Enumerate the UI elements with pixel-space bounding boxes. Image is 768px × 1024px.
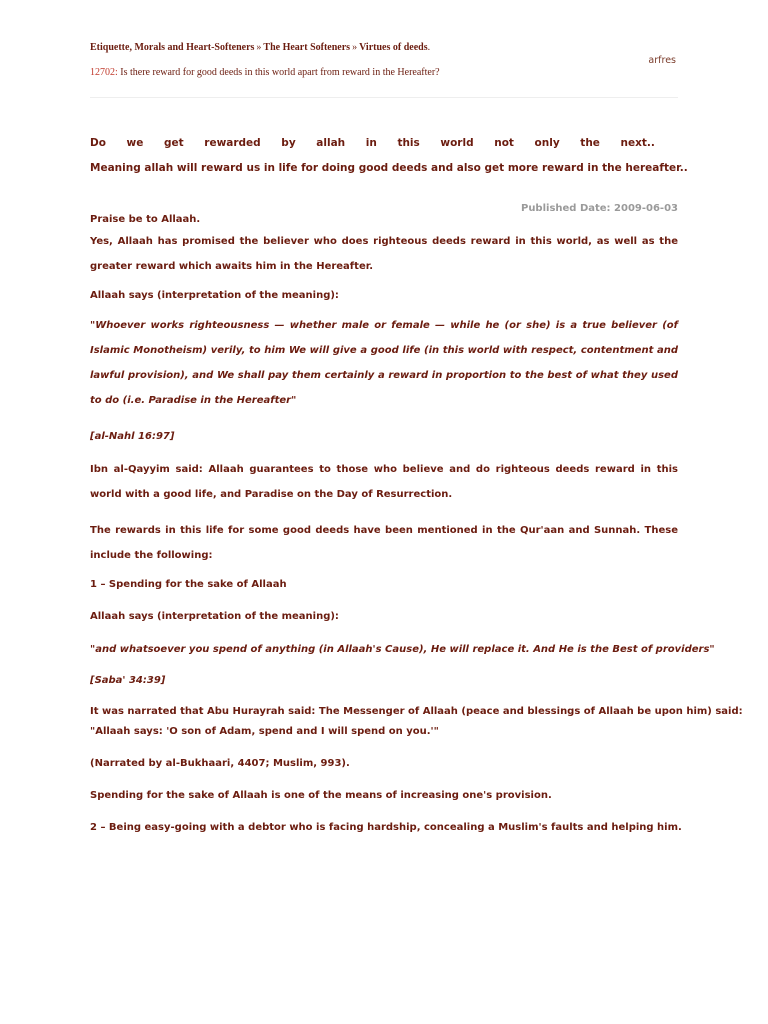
question-word: Do: [90, 137, 106, 149]
quran-quote: "Whoever works righteousness — whether male or female — while he (or she) is a true believer (of Islamic Monotheism) verily, to him We will give a good life (in this world with respect, contentment and lawful provision), and We shall pay them certainly a reward in proportion to the best of what they used to do (i.e. Paradise in the Hereafter": [90, 320, 678, 406]
breadcrumb-link-etiquette[interactable]: Etiquette, Morals and Heart-Softeners: [90, 42, 255, 53]
question-word: world: [440, 137, 474, 149]
published-date: Published Date: 2009-06-03: [520, 203, 678, 214]
question-word: in: [365, 137, 377, 149]
hadith-quote: "Allaah says: 'O son of Adam, spend and I will spend on you.'": [90, 726, 439, 737]
question-title: Is there reward for good deeds in this world apart from reward in the Hereafter?: [120, 67, 440, 78]
hadith-intro: It was narrated that Abu Hurayrah said: The Messenger of Allaah (peace and blessings of Allaah be upon him) said:: [90, 706, 743, 717]
answer-paragraph: The rewards in this life for some good deeds have been mentioned in the Qur'aan and Sunnah. These include the following:: [90, 525, 678, 561]
question-word: we: [126, 137, 144, 149]
question-word: allah: [316, 137, 346, 149]
breadcrumb-separator: »: [352, 42, 358, 53]
praise-line: Praise be to Allaah.: [90, 214, 201, 225]
header-divider: [90, 97, 678, 98]
question-line-1: [90, 137, 655, 151]
question-word: get: [163, 137, 184, 149]
breadcrumb-trailing: .: [427, 42, 431, 53]
question-number: 12702:: [90, 67, 118, 78]
quran-quote: "and whatsoever you spend of anything (in Allaah's Cause), He will replace it. And He is the Best of providers": [90, 644, 715, 655]
question-word: next..: [620, 137, 655, 149]
answer-body: [90, 214, 743, 833]
interpretation-intro: Allaah says (interpretation of the meaning):: [90, 611, 339, 622]
breadcrumb: [90, 42, 690, 53]
question-line-2: Meaning allah will reward us in life for doing good deeds and also get more reward in the hereafter..: [90, 162, 688, 174]
quran-reference: [al-Nahl 16:97]: [90, 431, 175, 442]
question-word: rewarded: [204, 137, 261, 149]
interpretation-intro: Allaah says (interpretation of the meaning):: [90, 290, 339, 301]
question-word: only: [534, 137, 560, 149]
language-links[interactable]: arfres: [648, 55, 676, 66]
hadith-reference: (Narrated by al-Bukhaari, 4407; Muslim, 993).: [90, 758, 350, 769]
question-word: not: [494, 137, 514, 149]
breadcrumb-link-heart-softeners[interactable]: The Heart Softeners: [263, 42, 351, 53]
breadcrumb-link-virtues-of-deeds[interactable]: Virtues of deeds: [359, 42, 428, 53]
answer-paragraph: Spending for the sake of Allaah is one of the means of increasing one's provision.: [90, 790, 552, 801]
question-word: this: [397, 137, 420, 149]
question-text: [90, 137, 688, 174]
answer-paragraph: Yes, Allaah has promised the believer who does righteous deeds reward in this world, as well as the greater reward which awaits him in the Hereafter.: [90, 236, 678, 272]
quran-reference: [Saba' 34:39]: [90, 675, 166, 686]
section-heading: 1 – Spending for the sake of Allaah: [90, 579, 287, 590]
section-heading: 2 – Being easy-going with a debtor who is facing hardship, concealing a Muslim's faults and helping him.: [90, 822, 682, 833]
question-title-line: [90, 67, 690, 78]
question-word: by: [281, 137, 296, 149]
question-word: the: [580, 137, 600, 149]
breadcrumb-separator: »: [256, 42, 262, 53]
answer-paragraph: Ibn al-Qayyim said: Allaah guarantees to those who believe and do righteous deeds reward in this world with a good life, and Paradise on the Day of Resurrection.: [90, 464, 678, 500]
